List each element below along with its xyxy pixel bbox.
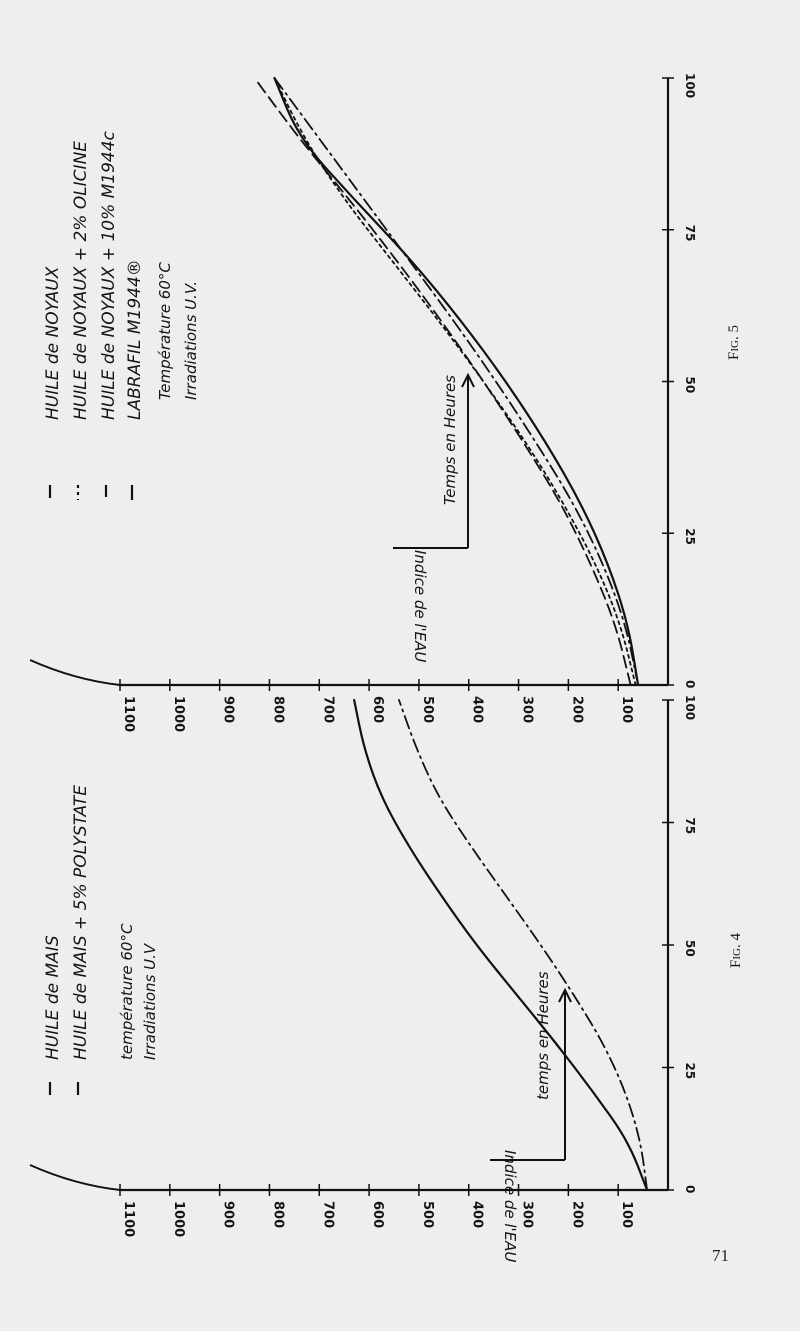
y-axis-label: Indice de l'EAU bbox=[501, 1150, 519, 1263]
series-label: HUILE de NOYAUX + 10% M1944c bbox=[99, 131, 119, 420]
page-number: 71 bbox=[712, 1246, 729, 1265]
y-tick-label: 200 bbox=[569, 696, 585, 724]
y-tick-label: 1000 bbox=[170, 1201, 186, 1238]
y-tick-label: 600 bbox=[370, 1201, 386, 1229]
chart-figure-1 bbox=[30, 695, 744, 1262]
y-tick-label: 500 bbox=[419, 1201, 435, 1229]
y-tick-label: 1100 bbox=[121, 696, 136, 733]
x-tick-label: 50 bbox=[683, 940, 697, 957]
x-axis-label: Temps en Heures bbox=[441, 375, 459, 505]
series-label: HUILE de MAIS + 5% POLYSTATE bbox=[71, 784, 91, 1060]
x-tick-label: 100 bbox=[683, 73, 697, 99]
y-tick-label: 400 bbox=[469, 696, 485, 724]
y-tick-label: 300 bbox=[519, 1201, 535, 1229]
figure-caption: Fig. 5 bbox=[726, 325, 742, 360]
y-tick-label: 400 bbox=[469, 1201, 485, 1229]
series-label: HUILE de NOYAUX bbox=[43, 266, 63, 420]
y-tick-label: 900 bbox=[220, 1201, 236, 1229]
condition-label: Irradiations U.V. bbox=[182, 280, 200, 400]
x-tick-label: 0 bbox=[683, 680, 697, 689]
x-tick-label: 25 bbox=[683, 528, 697, 545]
y-axis-curve bbox=[30, 1165, 120, 1190]
y-tick-label: 1100 bbox=[121, 1201, 136, 1238]
y-axis-curve bbox=[30, 660, 120, 685]
condition-label: Température 60°C bbox=[156, 262, 174, 400]
condition-label: Irradiations U.V bbox=[141, 943, 159, 1060]
x-tick-label: 0 bbox=[683, 1185, 697, 1194]
figure-caption: Fig. 4 bbox=[728, 933, 744, 968]
x-tick-label: 50 bbox=[683, 376, 697, 394]
y-tick-label: 100 bbox=[619, 1201, 635, 1229]
y-tick-label: 800 bbox=[270, 696, 286, 724]
series-label: HUILE de NOYAUX + 2% OLICINE bbox=[71, 140, 91, 420]
series-label: HUILE de MAIS bbox=[43, 935, 63, 1060]
x-tick-label: 75 bbox=[683, 224, 697, 242]
series-line bbox=[354, 700, 647, 1190]
y-tick-label: 600 bbox=[370, 696, 386, 724]
y-tick-label: 1000 bbox=[170, 696, 186, 733]
x-tick-label: 100 bbox=[683, 695, 697, 721]
y-tick-label: 700 bbox=[320, 696, 336, 724]
chart-figure-2 bbox=[30, 73, 742, 732]
y-tick-label: 900 bbox=[220, 696, 236, 724]
x-tick-label: 25 bbox=[683, 1062, 697, 1080]
series-label: LABRAFIL M1944® bbox=[125, 259, 145, 420]
x-axis-label: temps en Heures bbox=[534, 971, 552, 1100]
y-tick-label: 500 bbox=[419, 696, 435, 724]
y-tick-label: 700 bbox=[320, 1201, 336, 1229]
y-tick-label: 100 bbox=[619, 696, 635, 724]
y-tick-label: 200 bbox=[569, 1201, 585, 1229]
y-tick-label: 300 bbox=[519, 696, 535, 724]
y-tick-label: 800 bbox=[270, 1201, 286, 1229]
condition-label: température 60°C bbox=[118, 923, 136, 1060]
x-tick-label: 75 bbox=[683, 817, 697, 835]
y-axis-label: Indice de l'EAU bbox=[411, 550, 429, 663]
